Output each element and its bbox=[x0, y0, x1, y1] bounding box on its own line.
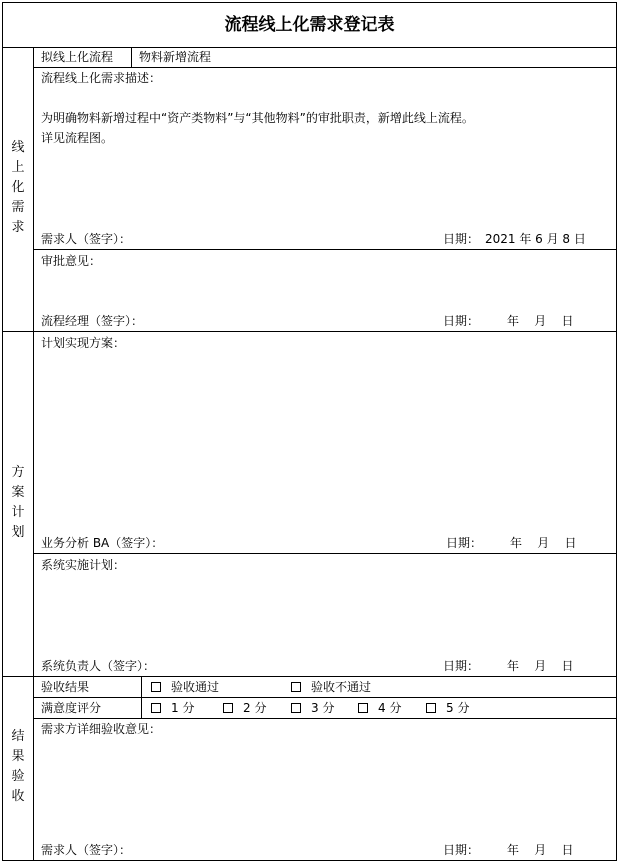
option-acceptance-passed[interactable]: 验收通过 bbox=[151, 680, 219, 694]
checkbox-icon[interactable] bbox=[291, 682, 301, 692]
implementation-label: 系统实施计划： bbox=[41, 558, 126, 572]
checkbox-icon[interactable] bbox=[151, 682, 161, 692]
option-score-1[interactable]: 1 分 bbox=[151, 701, 194, 715]
divider bbox=[33, 697, 616, 698]
process-label: 拟线上化流程 bbox=[41, 50, 114, 64]
date-label: 日期： bbox=[443, 843, 480, 857]
option-score-3[interactable]: 3 分 bbox=[291, 701, 334, 715]
checkbox-icon[interactable] bbox=[358, 703, 368, 713]
section-label-acceptance: 结 果 验 收 bbox=[11, 729, 25, 804]
option-score-2[interactable]: 2 分 bbox=[223, 701, 266, 715]
description-label: 流程线上化需求描述： bbox=[41, 71, 162, 85]
date-blank[interactable]: 年 月 日 bbox=[507, 314, 574, 328]
approval-label: 审批意见： bbox=[41, 254, 102, 268]
cell-divider bbox=[131, 47, 132, 67]
ba-signature-label: 业务分析 BA（签字）： bbox=[41, 536, 164, 550]
plan-label: 计划实现方案： bbox=[41, 336, 126, 350]
checkbox-icon[interactable] bbox=[291, 703, 301, 713]
cell-divider bbox=[141, 676, 142, 718]
requirement-form bbox=[2, 2, 617, 861]
section-label-online-requirement: 线 上 化 需 求 bbox=[11, 140, 25, 235]
feedback-label: 需求方详细验收意见： bbox=[41, 722, 162, 736]
description-text[interactable]: 为明确物料新增过程中“资产类物料”与“其他物料”的审批职责，新增此线上流程。 bbox=[41, 111, 474, 125]
title-divider bbox=[3, 47, 616, 48]
divider bbox=[33, 718, 616, 719]
checkbox-icon[interactable] bbox=[223, 703, 233, 713]
divider bbox=[33, 249, 616, 250]
acceptance-result-label: 验收结果 bbox=[41, 680, 90, 694]
option-score-4[interactable]: 4 分 bbox=[358, 701, 401, 715]
description-text[interactable]: 详见流程图。 bbox=[41, 131, 114, 145]
process-value[interactable]: 物料新增流程 bbox=[139, 50, 212, 64]
section-divider bbox=[3, 331, 616, 332]
date-blank[interactable]: 年 月 日 bbox=[507, 843, 574, 857]
date-label: 日期： bbox=[443, 232, 480, 246]
section-divider bbox=[3, 676, 616, 677]
divider bbox=[33, 553, 616, 554]
date-blank[interactable]: 年 月 日 bbox=[507, 659, 574, 673]
checkbox-icon[interactable] bbox=[426, 703, 436, 713]
date-label: 日期： bbox=[443, 314, 480, 328]
date-value[interactable]: 2021 年 6 月 8 日 bbox=[485, 232, 586, 246]
requester-signature-label: 需求人（签字）： bbox=[41, 843, 132, 857]
requester-signature-label: 需求人（签字）： bbox=[41, 232, 132, 246]
process-manager-signature-label: 流程经理（签字）： bbox=[41, 314, 144, 328]
date-label: 日期： bbox=[443, 659, 480, 673]
option-score-5[interactable]: 5 分 bbox=[426, 701, 469, 715]
section-label-plan: 方 案 计 划 bbox=[11, 465, 25, 540]
date-label: 日期： bbox=[446, 536, 483, 550]
system-owner-signature-label: 系统负责人（签字）： bbox=[41, 659, 156, 673]
option-acceptance-failed[interactable]: 验收不通过 bbox=[291, 680, 371, 694]
date-blank[interactable]: 年 月 日 bbox=[510, 536, 577, 550]
checkbox-icon[interactable] bbox=[151, 703, 161, 713]
form-title: 流程线上化需求登记表 bbox=[224, 15, 395, 35]
label-column-divider bbox=[33, 47, 34, 860]
satisfaction-label: 满意度评分 bbox=[41, 701, 102, 715]
divider bbox=[33, 67, 616, 68]
